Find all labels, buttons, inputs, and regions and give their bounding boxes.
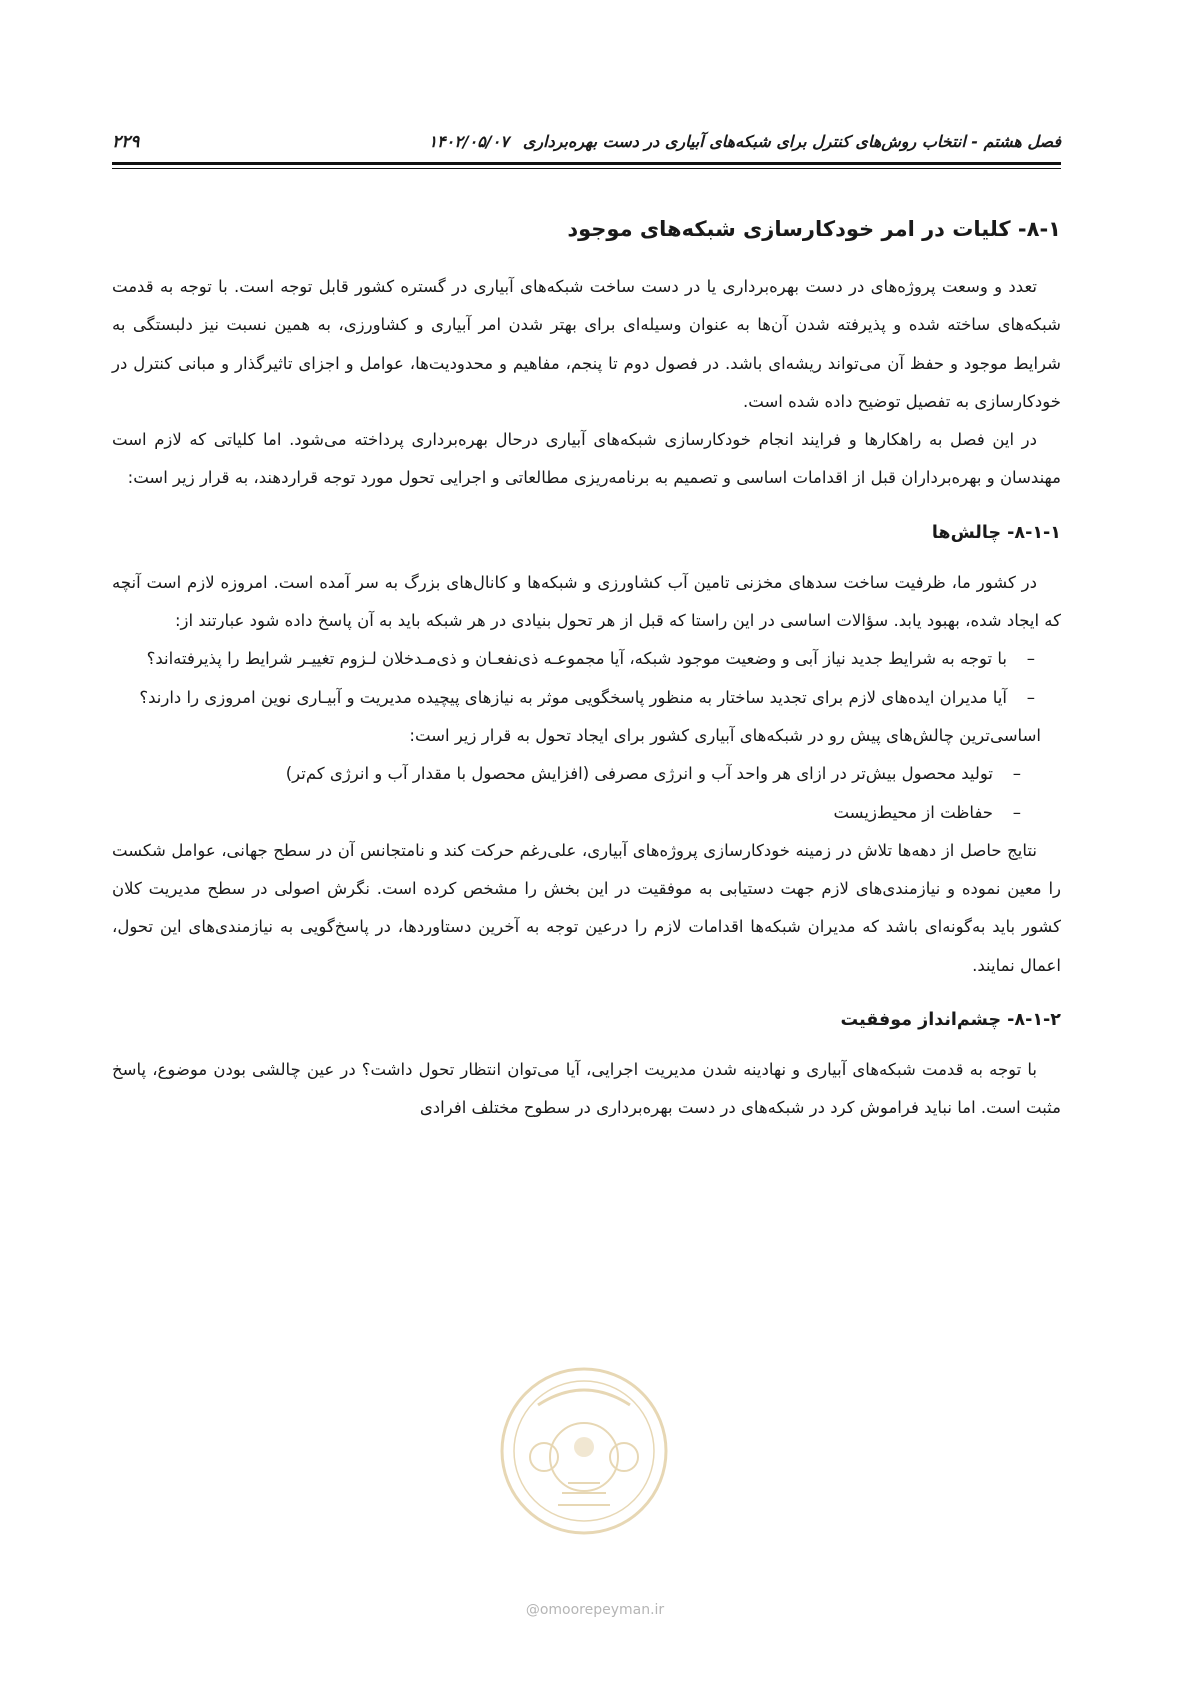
- header-rule-thin: [112, 168, 1061, 169]
- paragraph: نتایج حاصل از دهه‌ها تلاش در زمینه خودکارسازی پروژه‌های آبیاری، علی‌رغم حرکت کند و نامتجانس آن در سطح جهانی، عوامل شکست را معین نموده و نیازمندی‌های لازم جهت دستیابی به موفقیت در این بخش را مشخص کرده است. نگرش اصولی در سطح مدیریت کلان کشور باید به‌گونه‌ای باشد که مدیران شبکه‌ها اقدامات لازم را درعین توجه به آخرین دستاوردها، در پاسخ‌گویی به نیازمندی‌های این تحول، اعمال نمایند.: [112, 840, 1061, 975]
- paragraph: در کشور ما، ظرفیت ساخت سدهای مخزنی تامین آب کشاورزی و شبکه‌ها و کانال‌های بزرگ به سر آمده است. امروزه لازم است آنچه که ایجاد شده، بهبود یابد. سؤالات اساسی در این راستا که قبل از هر تحول بنیادی در هر شبکه باید به آن پاسخ داده شود عبارتند از:: [112, 572, 1061, 631]
- subsection-heading: ۸-۱-۱- چالش‌ها: [931, 522, 1061, 543]
- header-date: ۱۴۰۲/۰۵/۰۷: [428, 132, 509, 151]
- dash-bullet: –: [1012, 802, 1021, 822]
- chapter-title: فصل هشتم - انتخاب روش‌های کنترل برای شبکه‌های آبیاری در دست بهره‌برداری۱۴۰۲/۰۵/۰۷: [428, 132, 1061, 151]
- running-header: [112, 128, 1061, 158]
- subsection-heading: ۸-۱-۲- چشم‌انداز موفقیت: [840, 1010, 1061, 1031]
- dash-bullet: –: [1026, 687, 1035, 707]
- watermark-seal: [498, 1365, 670, 1537]
- paragraph: تعدد و وسعت پروژه‌های در دست بهره‌برداری یا در دست ساخت شبکه‌های آبیاری در گستره کشور قابل توجه است. با توجه به قدمت شبکه‌های ساخته شده و پذیرفته شدن آن‌ها به عنوان وسیله‌ای برای بهتر شدن امر آبیاری و کشاورزی، به همین نسبت نیز دلبستگی به شرایط موجود و حفظ آن می‌تواند ریشه‌ای باشد. در فصول دوم تا پنجم، مفاهیم و محدودیت‌ها، عوامل و اجزای تاثیرگذار و مبانی کنترل در خودکارسازی به تفصیل توضیح داده شده است.: [112, 277, 1061, 411]
- page-number: ۲۲۹: [112, 132, 140, 152]
- list-item: – تولید محصول بیش‌تر در ازای هر واحد آب و انرژی مصرفی (افزایش محصول با مقدار آب و انرژی کم‌تر): [112, 755, 1021, 793]
- challenge-list: [112, 755, 1061, 832]
- paragraph: با توجه به قدمت شبکه‌های آبیاری و نهادینه شدن مدیریت اجرایی، آیا می‌توان انتظار تحول داشت؟ در عین چالشی بودن موضوع، پاسخ مثبت است. اما نباید فراموش کرد در شبکه‌های در دست بهره‌برداری در سطوح مختلف افرادی: [112, 1060, 1061, 1118]
- section-heading: ۸-۱- کلیات در امر خودکارسازی شبکه‌های موجود: [567, 217, 1061, 241]
- dash-bullet: –: [1012, 764, 1021, 784]
- list-item: – حفاظت از محیط‌زیست: [112, 794, 1021, 832]
- paragraph: اساسی‌ترین چالش‌های پیش رو در شبکه‌های آبیاری کشور برای ایجاد تحول به قرار زیر است:: [409, 725, 1041, 745]
- header-rule: [112, 162, 1061, 165]
- list-item: – با توجه به شرایط جدید نیاز آبی و وضعیت موجود شبکه، آیا مجموعـه ذی‌نفعـان و ذی‌مـدخلان لـزوم تغییـر شرایط را پذیرفته‌اند؟: [112, 640, 1035, 678]
- paragraph: در این فصل به راهکارها و فرایند انجام خودکارسازی شبکه‌های آبیاری درحال بهره‌برداری پرداخته می‌شود. اما کلیاتی که لازم است مهندسان و بهره‌برداران قبل از اقدامات اساسی و تصمیم به برنامه‌ریزی مطالعاتی و اجرایی تحول مورد توجه قراردهند، به قرار زیر است:: [112, 430, 1061, 488]
- watermark-url: @omoorepeyman.ir: [525, 1602, 665, 1618]
- list-item: – آیا مدیران ایده‌های لازم برای تجدید ساختار به منظور پاسخگویی موثر به نیازهای پیچیده مدیریت و آبیـاری نوین امروزی را دارند؟: [112, 679, 1035, 717]
- dash-bullet: –: [1026, 649, 1035, 669]
- page-body: [112, 212, 1061, 1128]
- question-list: [112, 640, 1061, 717]
